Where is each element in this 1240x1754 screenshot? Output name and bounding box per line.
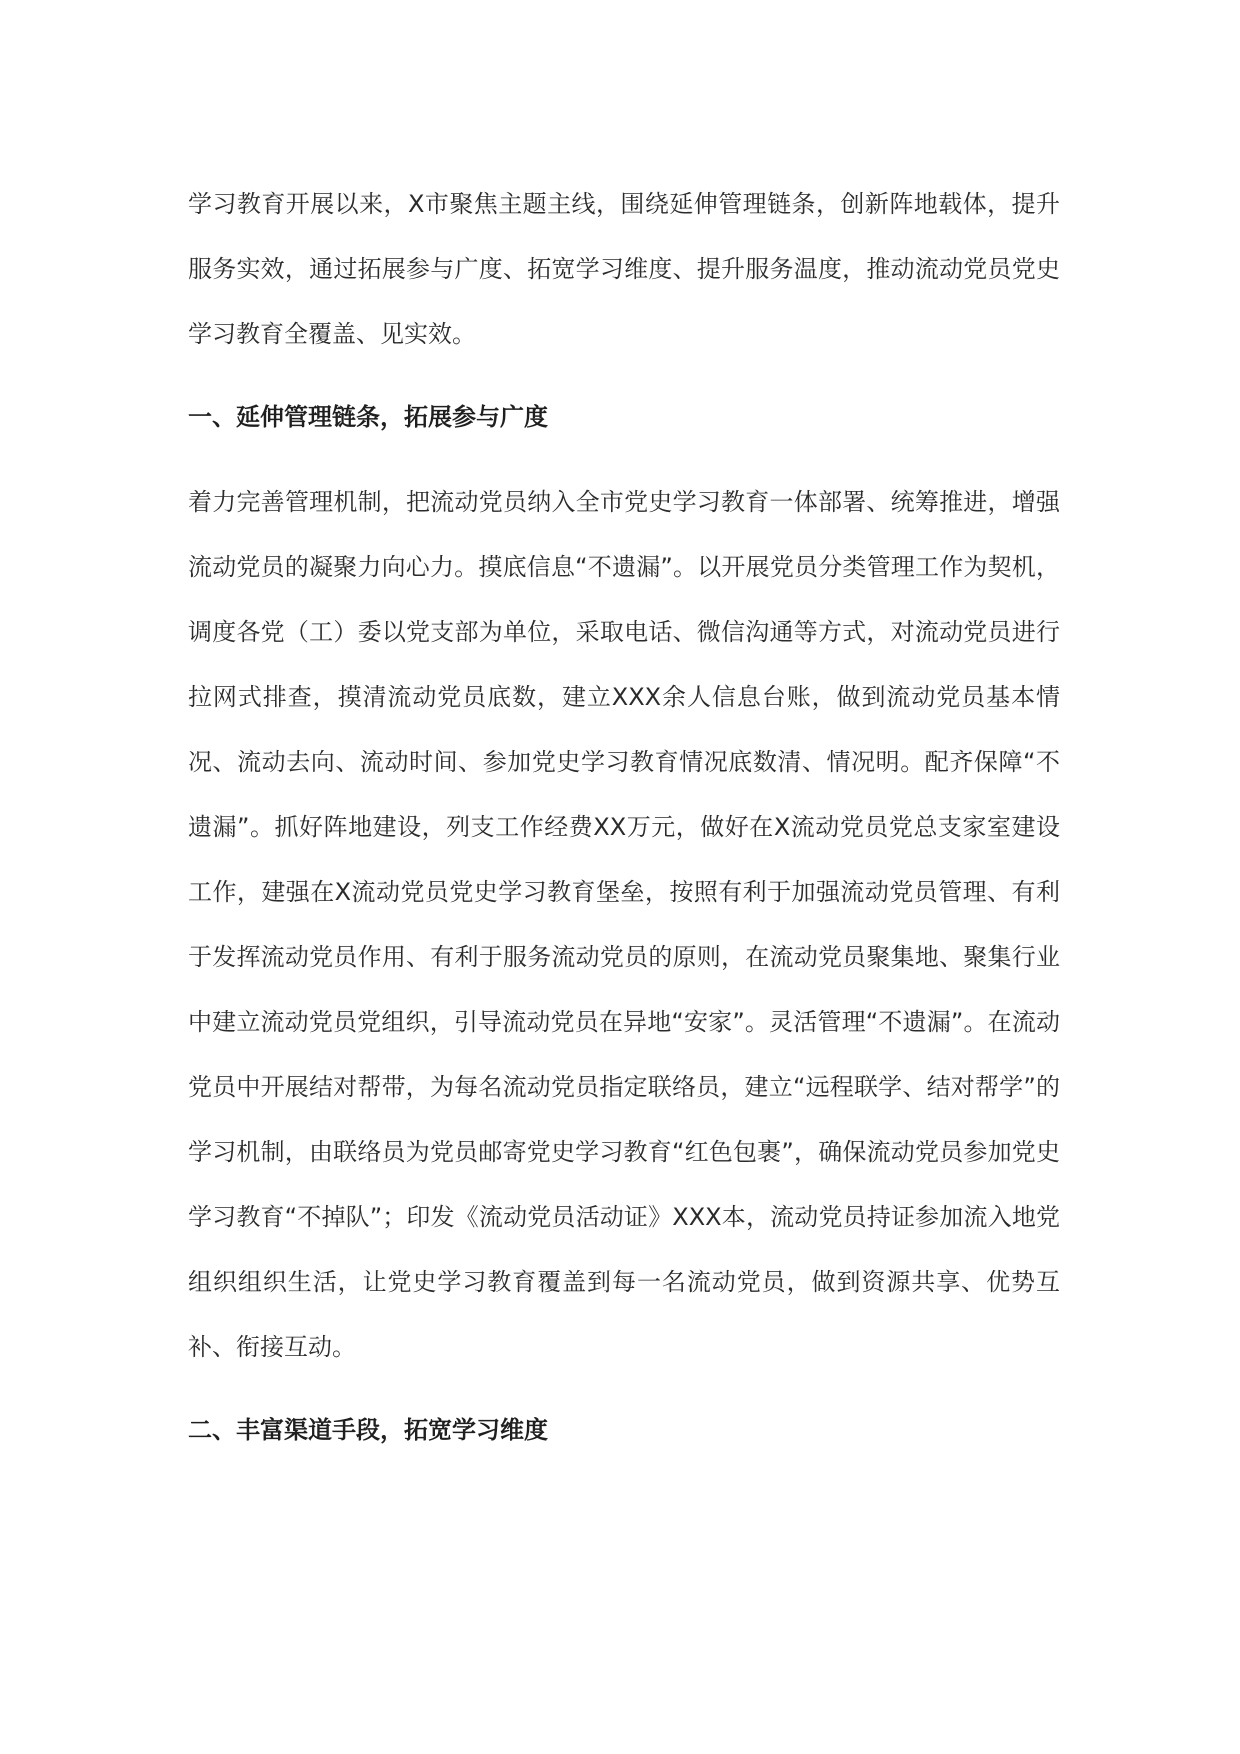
intro-paragraph: 学习教育开展以来，X市聚焦主题主线，围绕延伸管理链条，创新阵地载体，提升服务实效，通过拓展参与广度、拓宽学习维度、提升服务温度，推动流动党员党史学习教育全覆盖、见实效。 — [188, 190, 1060, 348]
section-2-heading: 二、丰富渠道手段，拓宽学习维度 — [188, 1416, 548, 1444]
document-body — [188, 172, 1060, 1463]
section-1-paragraph: 着力完善管理机制，把流动党员纳入全市党史学习教育一体部署、统筹推进，增强流动党员的凝聚力向心力。摸底信息“不遗漏”。以开展党员分类管理工作为契机，调度各党（工）委以党支部为单位，采取电话、微信沟通等方式，对流动党员进行拉网式排查，摸清流动党员底数，建立XXX余人信息台账，做到流动党员基本情况、流动去向、流动时间、参加党史学习教育情况底数清、情况明。配齐保障“不遗漏”。抓好阵地建设，列支工作经费XX万元，做好在X流动党员党总支家室建设工作，建强在X流动党员党史学习教育堡垒，按照有利于加强流动党员管理、有利于发挥流动党员作用、有利于服务流动党员的原则，在流动党员聚集地、聚集行业中建立流动党员党组织，引导流动党员在异地“安家”。灵活管理“不遗漏”。在流动党员中开展结对帮带，为每名流动党员指定联络员，建立“远程联学、结对帮学”的学习机制，由联络员为党员邮寄党史学习教育“红色包裹”，确保流动党员参加党史学习教育“不掉队”；印发《流动党员活动证》XXX本，流动党员持证参加流入地党组织组织生活，让党史学习教育覆盖到每一名流动党员，做到资源共享、优势互补、衔接互动。 — [188, 488, 1060, 1361]
section-1-heading: 一、延伸管理链条，拓展参与广度 — [188, 403, 548, 431]
